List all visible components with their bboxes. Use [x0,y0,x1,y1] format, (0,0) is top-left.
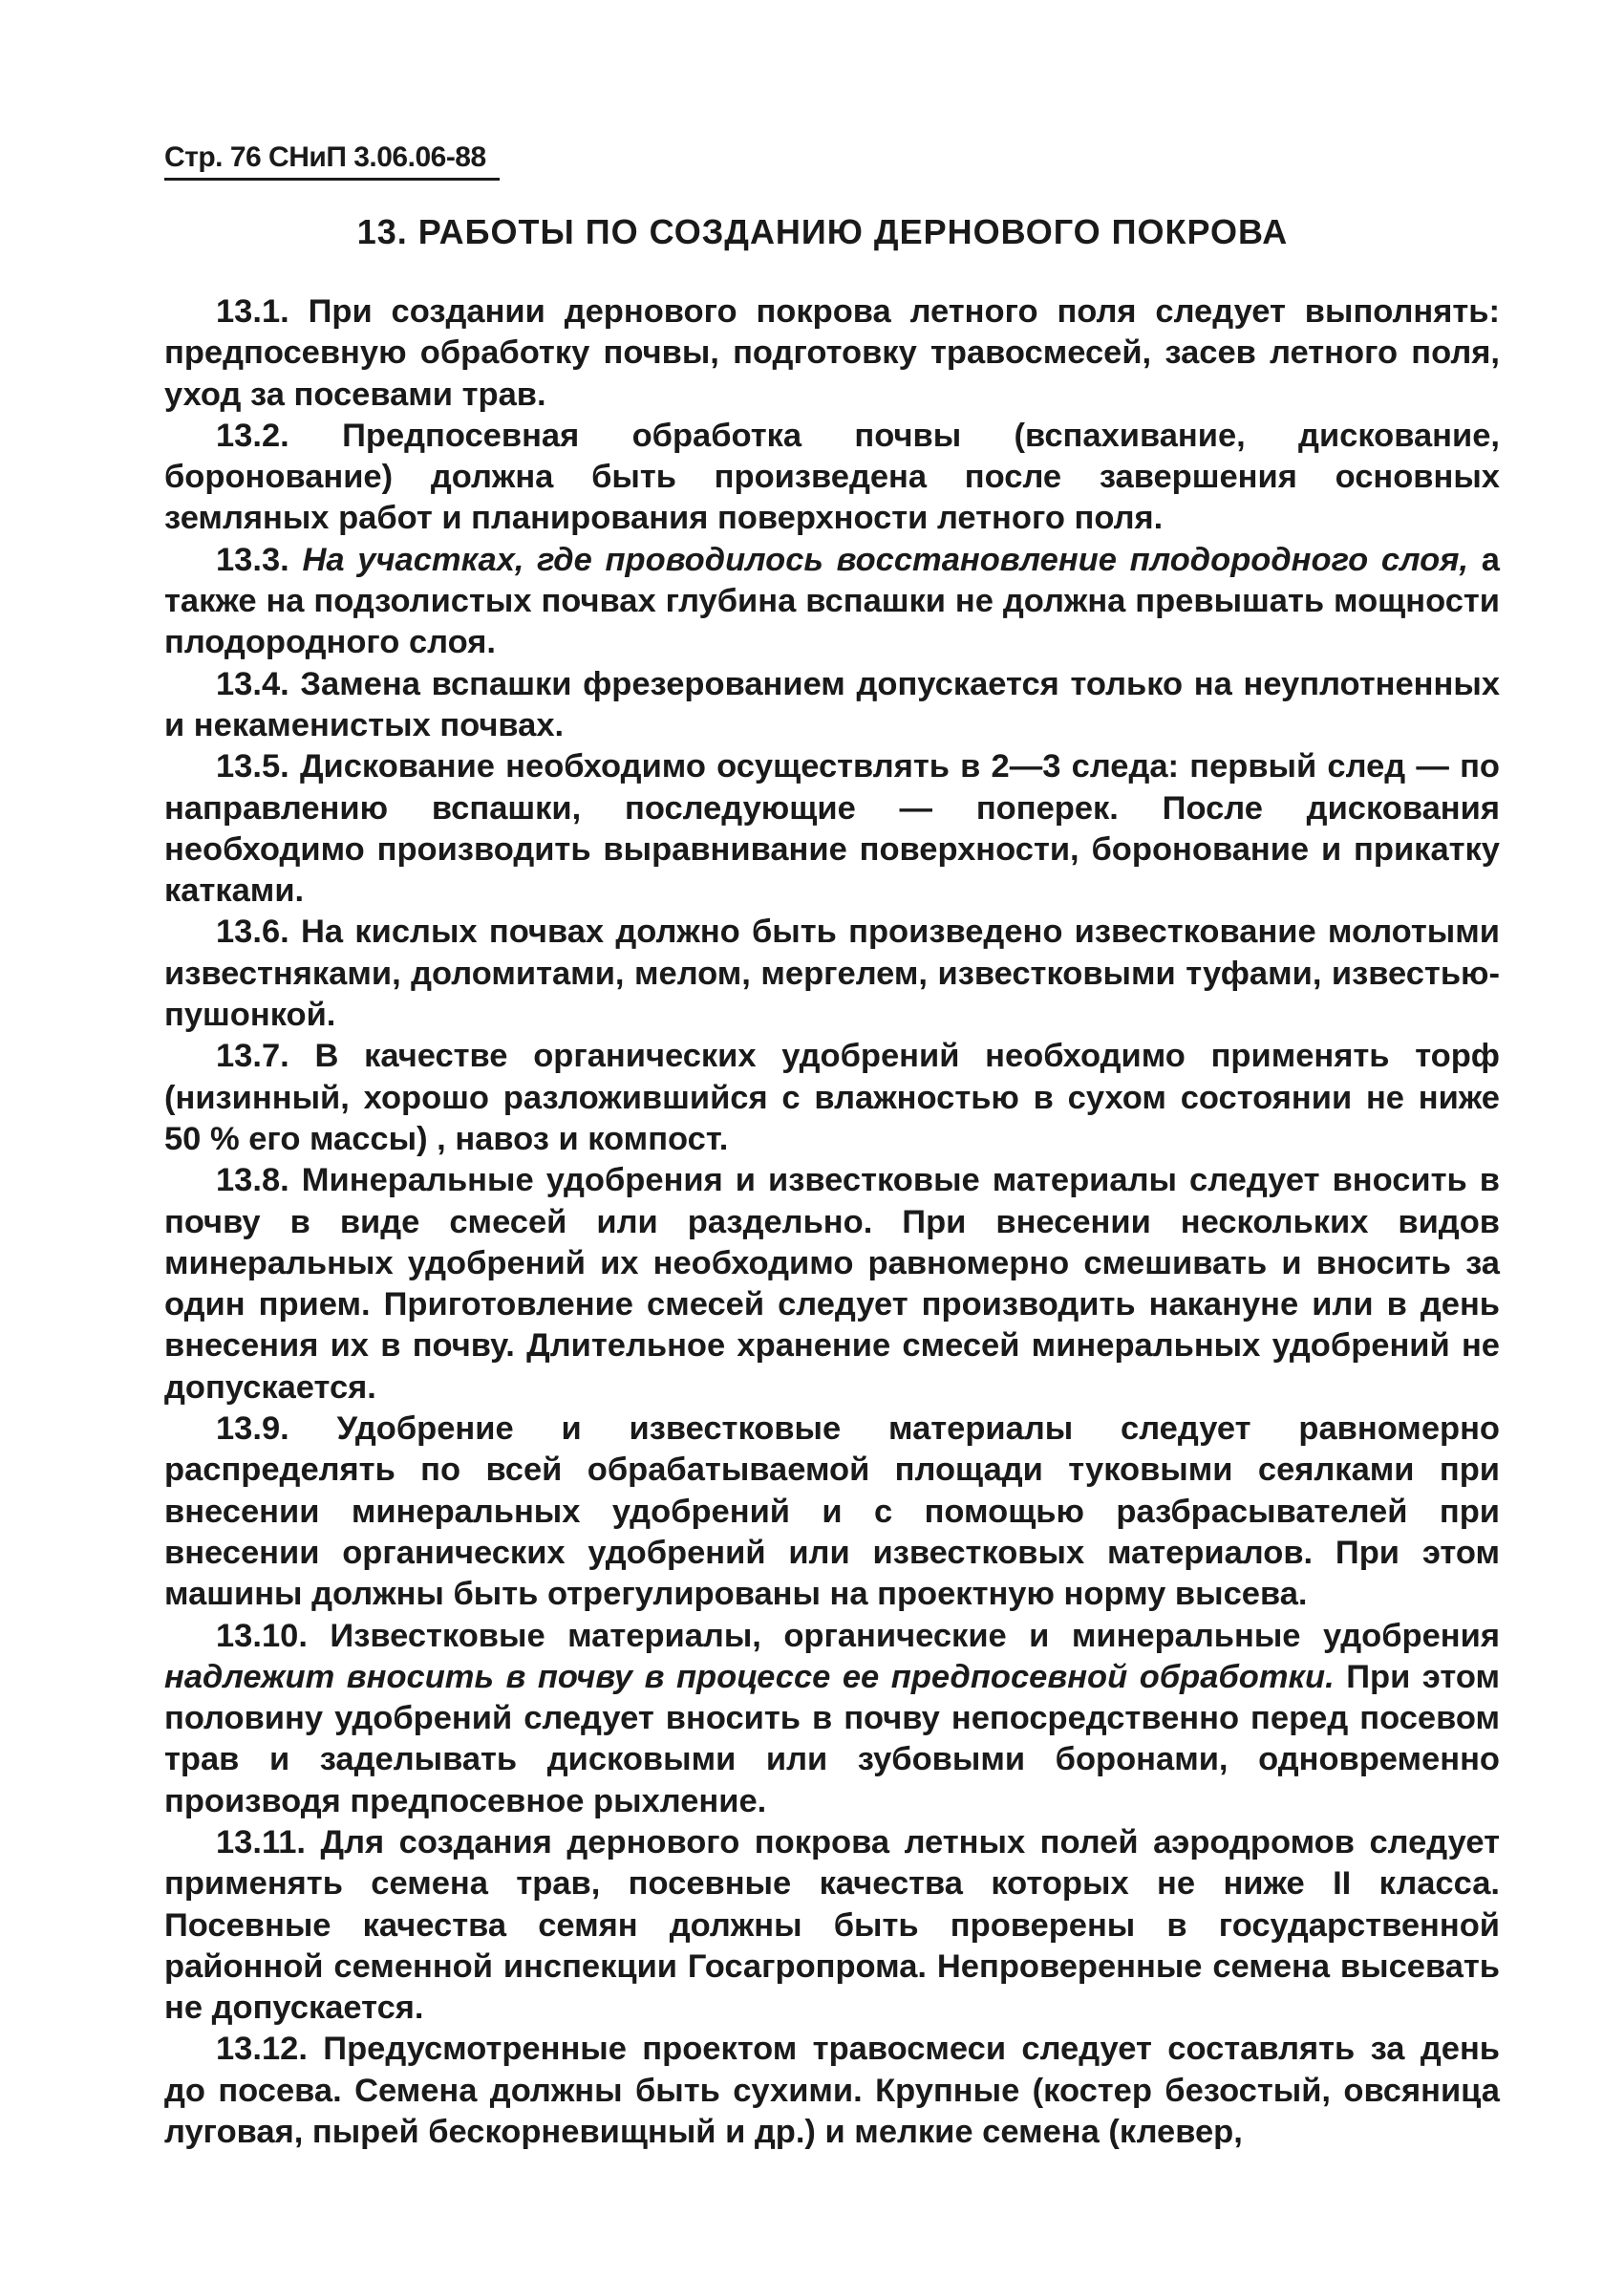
paragraph-number: 13.9. [216,1410,289,1448]
paragraph-number: 13.2. [216,417,289,454]
paragraph-text: Минеральные удобрения и известковые материалы следует вносить в почву в виде смесей или раздельно. При внесении нескольких видов минеральных удобрений их необходимо равномерно смешивать и вносить за один прием. Приготовление смесей следует производить накануне или в день внесения их в почву. Длительное хранение смесей минеральных удобрений не допускается. [164,1162,1500,1406]
paragraph-text: Предусмотренные проектом травосмеси следует составлять за день до посева. Семена должны быть сухими. Крупные (костер безостый, овсяница луговая, пырей бескорневищный и др.) и мелкие семена (клевер, [164,2031,1500,2151]
paragraph-number: 13.10. [216,1617,308,1654]
paragraph-13-5 [164,746,1500,912]
paragraph-text: а также на подзолистых почвах глубина вспашки не должна превышать мощности плодородного слоя. [164,541,1500,661]
paragraph-number: 13.8. [216,1162,289,1199]
paragraph-13-4 [164,664,1500,747]
section-title: 13. РАБОТЫ ПО СОЗДАНИЮ ДЕРНОВОГО ПОКРОВА [356,212,1289,251]
paragraph-13-8 [164,1160,1500,1409]
paragraph-13-11 [164,1822,1500,2029]
paragraph-13-2 [164,416,1500,540]
paragraph-13-12 [164,2029,1500,2153]
paragraph-number: 13.7. [216,1038,289,1075]
paragraph-text: При создании дернового покрова летного поля следует выполнять: предпосевную обработку почвы, подготовку травосмесей, засев летного поля, уход за посевами трав. [164,293,1500,413]
paragraph-13-10 [164,1616,1500,1822]
paragraph-text: В качестве органических удобрений необходимо применять торф (низинный, хорошо разложившийся с влажностью в сухом состоянии не ниже 50 % его массы) , навоз и компост. [164,1038,1500,1157]
paragraph-13-3 [164,540,1500,664]
paragraph-number: 13.6. [216,914,289,951]
paragraph-13-1 [164,291,1500,416]
paragraph-text: Для создания дернового покрова летных полей аэродромов следует применять семена трав, посевные качества которых не ниже II класса. Посевные качества семян должны быть проверены в государственной районной семенной инспекции Госагропрома. Непроверенные семена высевать не допускается. [164,1823,1500,2027]
paragraph-13-9 [164,1409,1500,1615]
paragraph-number: 13.1. [216,293,289,330]
paragraph-13-7 [164,1036,1500,1160]
paragraph-text-before: Известковые материалы, органические и минеральные удобрения [330,1617,1500,1654]
paragraph-13-6 [164,912,1500,1036]
paragraph-text: На кислых почвах должно быть произведено известкование молотыми известняками, доломитами, мелом, мергелем, известковыми туфами, известью-пушонкой. [164,914,1500,1034]
paragraph-text: Замена вспашки фрезерованием допускается только на неуплотненных и некаменистых почвах. [164,665,1501,743]
paragraph-number: 13.11. [216,1823,307,1861]
paragraph-italic-text: На участках, где проводилось восстановление плодородного слоя, [302,541,1469,578]
paragraph-number: 13.3. [216,541,289,578]
paragraph-number: 13.12. [216,2031,308,2068]
section-body [164,291,1500,2153]
paragraph-text: Удобрение и известковые материалы следует равномерно распределять по всей обрабатываемой площади туковыми сеялками при внесении минеральных удобрений и с помощью разбрасывателей при внесении органических удобрений или известковых материалов. При этом машины должны быть отрегулированы на проектную норму высева. [164,1410,1501,1613]
paragraph-text: Предпосевная обработка почвы (вспахивание, дискование, боронование) должна быть произведена после завершения основных земляных работ и планирования поверхности летного поля. [164,417,1500,537]
paragraph-text: При этом половину удобрений следует вносить в почву непосредственно перед посевом трав и заделывать дисковыми или зубовыми боронами, одновременно производя предпосевное рыхление. [164,1658,1500,1819]
paragraph-text: Дискование необходимо осуществлять в 2—3 следа: первый след — по направлению вспашки, последующие — поперек. После дискования необходимо производить выравнивание поверхности, боронование и прикатку катками. [164,748,1500,910]
paragraph-italic-text: надлежит вносить в почву в процессе ее предпосевной обработки. [164,1658,1335,1695]
paragraph-number: 13.4. [216,665,289,702]
paragraph-number: 13.5. [216,748,289,785]
page-header: Стр. 76 СНиП 3.06.06-88 [164,141,500,181]
